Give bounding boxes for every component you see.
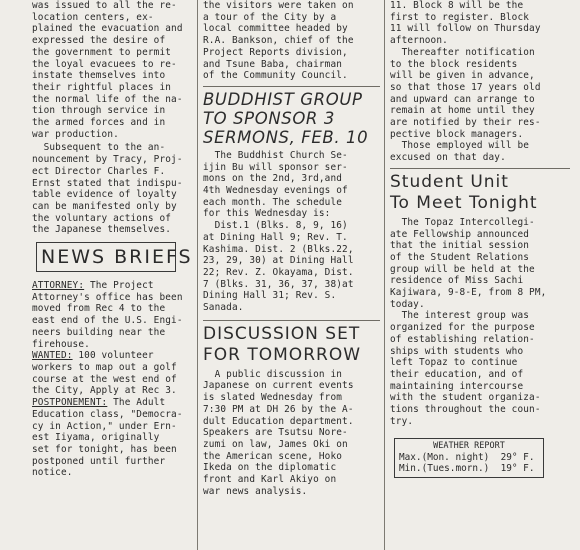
- text-line: afternoon.: [390, 35, 448, 47]
- student-unit-heading: [390, 172, 570, 214]
- weather-row: [399, 452, 539, 464]
- text-line: table evidence of loyalty: [32, 189, 177, 201]
- weather-row: [399, 463, 539, 475]
- text-line: Project Reports division,: [203, 46, 348, 58]
- news-briefs-heading: NEWS BRIEFS: [36, 242, 176, 272]
- text-line: try.: [390, 415, 414, 427]
- loyalty-paragraph: [32, 142, 192, 236]
- text-line: and Tsune Baba, chairman: [203, 58, 343, 70]
- registration-article-continued: [390, 0, 570, 164]
- text-line: their rightful places in: [32, 81, 172, 93]
- text-line: for this Wednesday is:: [203, 208, 331, 220]
- text-line: of the Community Council.: [203, 70, 348, 82]
- text-line: Thereafter notification: [390, 46, 535, 58]
- text-line: instate themselves into: [32, 70, 166, 82]
- text-line: will be given in advance,: [390, 70, 535, 82]
- brief-label: ATTORNEY:: [32, 280, 85, 292]
- brief-attorney: [32, 280, 192, 350]
- text-line: ijin Bu will sponsor ser-: [203, 161, 348, 173]
- text-line: left Topaz to continue: [390, 357, 518, 369]
- weather-title: WEATHER REPORT: [433, 440, 505, 451]
- heading-line: FOR TOMORROW: [203, 344, 362, 365]
- column-2: [203, 0, 380, 550]
- text-line: est Iiyama, originally: [32, 432, 160, 444]
- brief-label: WANTED:: [32, 350, 73, 362]
- text-line: firehouse.: [32, 338, 90, 350]
- heading-line: DISCUSSION SET: [203, 323, 361, 344]
- text-line: so that those 17 years old: [390, 81, 541, 93]
- text-line: 11 will follow on Thursday: [390, 23, 541, 35]
- text-line: group will be held at the: [390, 263, 535, 275]
- weather-value: 29° F.: [489, 451, 535, 463]
- text-line: cy in Action," under Ern-: [32, 420, 177, 432]
- text-line: course at the west end of: [32, 373, 177, 385]
- discussion-heading: [203, 324, 380, 366]
- column-1: [32, 0, 192, 550]
- article-divider: [203, 320, 380, 321]
- heading-line: TO SPONSOR 3: [203, 108, 335, 128]
- text-line: postponed until further: [32, 455, 166, 467]
- brief-wanted: [32, 350, 192, 397]
- text-line: Japanese on current events: [203, 380, 354, 392]
- text-line: 4th Wednesday evenings of: [203, 185, 348, 197]
- text-line: Ernst stated that indispu-: [32, 177, 183, 189]
- text-line: the loyal evacuees to re-: [32, 58, 177, 70]
- text-line: notice.: [32, 467, 73, 479]
- text-line: is slated Wednesday from: [203, 392, 343, 404]
- text-line: to the block residents: [390, 58, 518, 70]
- text-line: Ikeda on the diplomatic: [203, 462, 337, 474]
- text-line: 7 (Blks. 31, 36, 37, 38)at: [203, 278, 354, 290]
- text-line: are notified by their res-: [390, 117, 541, 129]
- text-line: tion through service in: [32, 105, 166, 117]
- text-line: 22; Rev. Z. Okayama, Dist.: [203, 266, 354, 278]
- text-line: ships with students who: [390, 345, 524, 357]
- text-line: Those employed will be: [390, 140, 530, 152]
- text-line: east end of the U.S. Engi-: [32, 315, 183, 327]
- text-line: Education class, "Democra-: [32, 408, 183, 420]
- buddhist-heading: [203, 90, 380, 147]
- text-line: zumi on law, James Oki on: [203, 438, 348, 450]
- text-line: the government to permit: [32, 46, 172, 58]
- text-line: pective block managers.: [390, 128, 524, 140]
- text-line: Kashima. Dist. 2 (Blks.22,: [203, 243, 354, 255]
- text-line: plained the evacuation and: [32, 23, 183, 35]
- text-line: moved from Rec 4 to the: [32, 303, 166, 315]
- text-line: The interest group was: [390, 310, 530, 322]
- weather-report-box: [394, 438, 544, 478]
- text-line: 23, 29, 30) at Dining Hall: [203, 255, 354, 267]
- visitors-article-continued: [203, 0, 380, 82]
- text-line: ate Fellowship announced: [390, 228, 530, 240]
- brief-label: POSTPONEMENT:: [32, 397, 108, 409]
- weather-label: Min.(Tues.morn.): [399, 463, 490, 474]
- text-line: was issued to all the re-: [32, 0, 177, 11]
- text-line: with the student organiza-: [390, 392, 541, 404]
- text-line: Speakers are Tsutsu Nore-: [203, 427, 348, 439]
- text-line: a tour of the City by a: [203, 11, 337, 23]
- brief-first-line: The Project: [84, 280, 154, 292]
- text-line: 11. Block 8 will be the: [390, 0, 524, 11]
- article-divider: [203, 86, 380, 87]
- text-line: the normal life of the na-: [32, 93, 183, 105]
- text-line: the Japanese themselves.: [32, 224, 172, 236]
- brief-postponement: [32, 397, 192, 479]
- text-line: war news analysis.: [203, 485, 308, 497]
- text-line: local committee headed by: [203, 23, 348, 35]
- text-line: today.: [390, 298, 425, 310]
- text-line: the visitors were taken on: [203, 0, 354, 11]
- text-line: remain at home until they: [390, 105, 535, 117]
- text-line: workers to map out a golf: [32, 361, 177, 373]
- text-line: Attorney's office has been: [32, 291, 183, 303]
- text-line: residence of Miss Sachi: [390, 275, 524, 287]
- text-line: first to register. Block: [390, 11, 530, 23]
- text-line: 7:30 PM at DH 26 by the A-: [203, 403, 354, 415]
- text-line: maintaining intercourse: [390, 380, 524, 392]
- weather-label: Max.(Mon. night): [399, 451, 490, 463]
- text-line: tions throughout the coun-: [390, 404, 541, 416]
- text-line: A public discussion in: [203, 368, 343, 380]
- text-line: the City, Apply at Rec 3.: [32, 385, 177, 397]
- text-line: excused on that day.: [390, 152, 506, 164]
- text-line: the armed forces and in: [32, 117, 166, 129]
- text-line: Kajiwara, 9-8-E, from 8 PM,: [390, 287, 547, 299]
- heading-line: To Meet Tonight: [390, 192, 538, 213]
- student-unit-article: [390, 217, 570, 428]
- text-line: the American scene, Hoko: [203, 450, 343, 462]
- text-line: R.A. Bankson, chief of the: [203, 35, 354, 47]
- column-rule: [384, 0, 385, 550]
- text-line: at Dining Hall 9; Rev. T.: [203, 231, 348, 243]
- text-line: organized for the purpose: [390, 322, 535, 334]
- column-3: [390, 0, 570, 550]
- text-line: the voluntary actions of: [32, 212, 172, 224]
- buddhist-article: [203, 150, 380, 314]
- text-line: dult Education department.: [203, 415, 354, 427]
- heading-line: SERMONS, FEB. 10: [203, 127, 369, 147]
- text-line: Sanada.: [203, 302, 244, 314]
- text-line: Dist.1 (Blks. 8, 9, 16): [203, 220, 348, 232]
- weather-value: 19° F.: [489, 463, 535, 474]
- text-line: of the Student Relations: [390, 251, 530, 263]
- text-line: The Buddhist Church Se-: [203, 149, 348, 161]
- text-line: war production.: [32, 128, 119, 140]
- text-line: expressed the desire of: [32, 35, 166, 47]
- text-line: mons on the 2nd, 3rd,and: [203, 173, 343, 185]
- article-divider: [390, 168, 570, 169]
- text-line: nouncement by Tracy, Proj-: [32, 154, 183, 166]
- brief-first-line: The Adult: [107, 397, 166, 409]
- text-line: can be manifested only by: [32, 200, 177, 212]
- text-line: of establishing relation-: [390, 333, 535, 345]
- heading-line: BUDDHIST GROUP: [203, 89, 363, 109]
- text-line: set for tonight, has been: [32, 443, 177, 455]
- brief-first-line: 100 volunteer: [72, 350, 154, 362]
- text-line: location centers, ex-: [32, 11, 154, 23]
- text-line: front and Karl Akiyo on: [203, 474, 337, 486]
- text-line: neers building near the: [32, 326, 166, 338]
- text-line: The Topaz Intercollegi-: [390, 216, 535, 228]
- column-rule: [197, 0, 198, 550]
- text-line: Subsequent to the an-: [32, 142, 166, 154]
- text-line: each month. The schedule: [203, 196, 343, 208]
- discussion-article: [203, 369, 380, 498]
- evacuation-article-continued: [32, 0, 192, 140]
- text-line: Dining Hall 31; Rev. S.: [203, 290, 337, 302]
- text-line: ect Director Charles F.: [32, 165, 166, 177]
- text-line: that the initial session: [390, 240, 530, 252]
- heading-line: Student Unit: [390, 171, 509, 192]
- text-line: and upward can arrange to: [390, 93, 535, 105]
- text-line: their education, and of: [390, 368, 524, 380]
